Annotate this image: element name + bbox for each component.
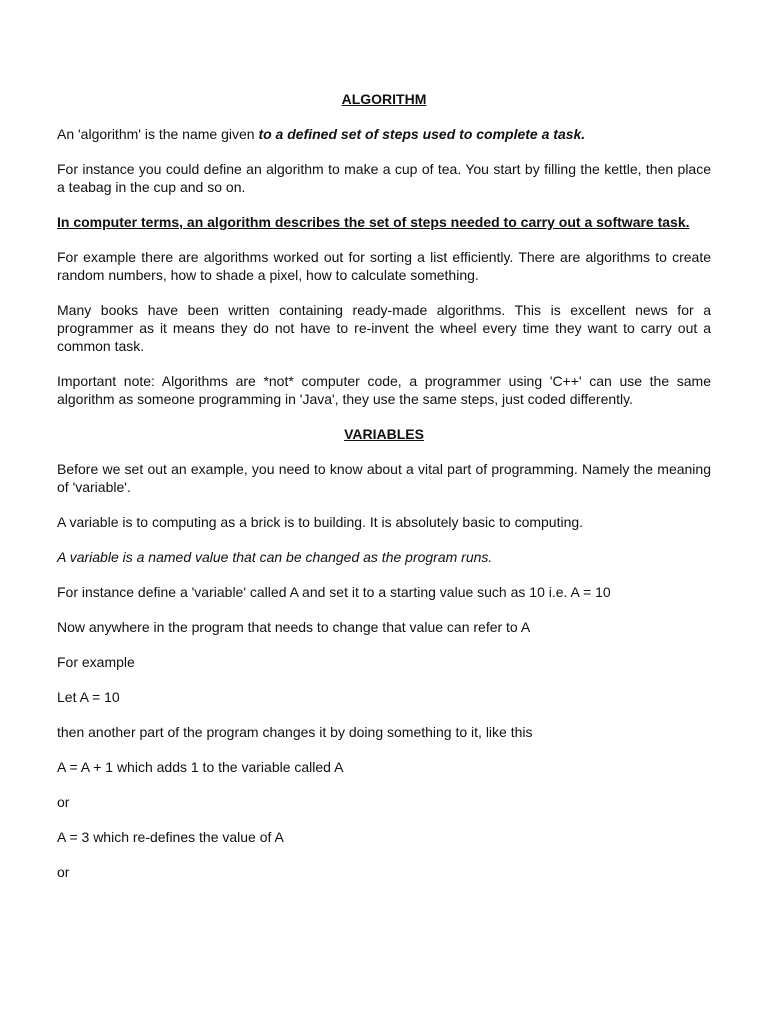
paragraph-algorithm-examples: For example there are algorithms worked out for sorting a list efficiently. There are algorithms to create random numbers, how to shade a pixel, how to calculate something.	[57, 249, 711, 283]
paragraph-define-variable-a: For instance define a 'variable' called A and set it to a starting value such as 10 i.e. A = 10	[57, 584, 611, 600]
paragraph-refer-to-a: Now anywhere in the program that needs to change that value can refer to A	[57, 619, 531, 635]
paragraph-variable-brick: A variable is to computing as a brick is to building. It is absolutely basic to computing.	[57, 514, 584, 530]
paragraph-algorithm-definition-prefix: An 'algorithm' is the name given	[57, 126, 259, 142]
paragraph-important-note: Important note: Algorithms are *not* computer code, a programmer using 'C++' can use the same algorithm as someone programming in 'Java', they use the same steps, just coded differently.	[57, 373, 711, 407]
paragraph-or-1: or	[57, 794, 70, 810]
paragraph-algorithm-definition-emphasis: to a defined set of steps used to complete a task.	[258, 126, 586, 142]
heading-variables: VARIABLES	[344, 426, 424, 442]
document-body	[57, 90, 711, 898]
paragraph-a-equals-three: A = 3 which re-defines the value of A	[57, 829, 284, 845]
paragraph-or-2: or	[57, 864, 70, 880]
paragraph-algorithm-definition	[57, 125, 711, 143]
paragraph-tea-example: For instance you could define an algorithm to make a cup of tea. You start by filling the kettle, then place a teabag in the cup and so on.	[57, 161, 711, 195]
paragraph-ready-made-algorithms: Many books have been written containing ready-made algorithms. This is excellent news for a programmer as it means they do not have to re-invent the wheel every time they want to carry out a common task.	[57, 302, 711, 354]
paragraph-for-example: For example	[57, 654, 135, 670]
heading-algorithm: ALGORITHM	[341, 91, 427, 107]
paragraph-program-changes: then another part of the program changes it by doing something to it, like this	[57, 724, 533, 740]
paragraph-variable-intro: Before we set out an example, you need to know about a vital part of programming. Namely the meaning of 'variable'.	[57, 461, 711, 495]
paragraph-let-a: Let A = 10	[57, 689, 120, 705]
paragraph-a-plus-one: A = A + 1 which adds 1 to the variable called A	[57, 759, 344, 775]
paragraph-variable-definition: A variable is a named value that can be changed as the program runs.	[57, 549, 493, 565]
paragraph-computer-terms: In computer terms, an algorithm describes the set of steps needed to carry out a software task.	[57, 214, 690, 230]
